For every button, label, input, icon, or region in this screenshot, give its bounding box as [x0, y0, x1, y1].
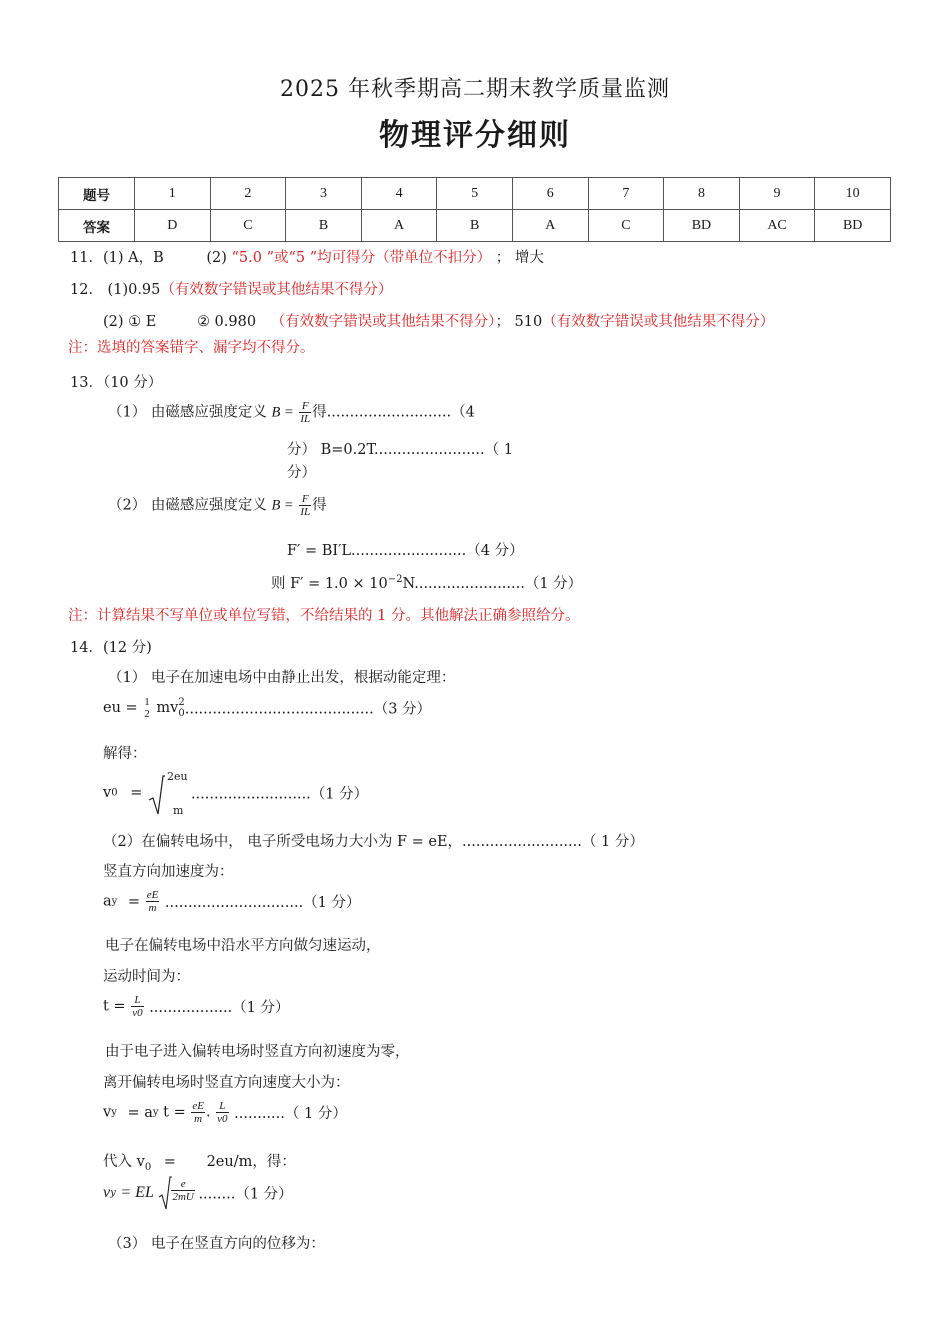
table-cell: 4 — [361, 178, 437, 210]
q14-vy1: 由于电子进入偏转电场时竖直方向初速度为零， — [105, 1044, 410, 1060]
q11-red-note: “5.0 ”或“5 ”均可得分（带单位不扣分） — [231, 250, 492, 266]
q14-time: 运动时间为： — [103, 969, 190, 985]
q12-line2 — [103, 310, 774, 331]
q13-p2-result: 则 F′ = 1.0 × 10 — [271, 576, 388, 592]
table-cell: 8 — [664, 178, 740, 210]
table-cell: A — [512, 210, 588, 242]
q12-red-note2: （有效数字错误或其他结果不得分） — [270, 314, 496, 330]
q13-part1-line1 — [108, 400, 475, 425]
q12-answer2b: ② 0.980 — [196, 314, 257, 330]
q13-part2-line1 — [108, 493, 327, 518]
q13-p2-exponent: −2 — [387, 574, 403, 586]
q13-p2-result-unit: N........................（1 分） — [402, 576, 583, 592]
q14-part1: （1） 电子在加速电场中由静止出发，根据动能定理： — [108, 670, 456, 686]
table-cell: 7 — [588, 178, 664, 210]
q14-accel: 竖直方向加速度为： — [103, 864, 234, 880]
table-cell: 9 — [739, 178, 815, 210]
q14-eq5: vy = ay t = $\frac{eE}{m}$ . $\frac{L}{v0}$ ...........（ 1 分） — [103, 1100, 347, 1125]
q13-p2-b: B = — [271, 497, 294, 514]
sqrt-icon: 2eu m — [147, 770, 191, 816]
q14-eq3: ay = $\frac{eE}{m}$ ..............................（1 分） — [103, 889, 361, 914]
q13-p2-fraction: $\frac{F}{IL}$ — [300, 493, 311, 518]
q13-p1-de: 得 — [312, 404, 327, 421]
q12-line1 — [70, 278, 392, 299]
q13-part1-line3: 分） — [287, 465, 316, 481]
q11-line — [70, 246, 544, 267]
q14-eq1-half: 1 2 — [144, 696, 150, 720]
table-cell: 5 — [437, 178, 513, 210]
table-header-answer: 答案 — [59, 210, 135, 242]
sqrt-icon: $\frac{e}{2mU}$ — [158, 1175, 198, 1211]
table-row-answers — [59, 210, 891, 242]
q13-p1-fraction: $\frac{F}{IL}$ — [300, 400, 311, 425]
q13-head: 13．（10 分） — [70, 375, 163, 391]
q13-p1-dots: ...........................（4 — [326, 404, 475, 421]
q12-note: 注：选填的答案错字、漏字均不得分。 — [68, 340, 315, 356]
q12-red-note3: （有效数字错误或其他结果不得分） — [542, 314, 775, 330]
q14-eq4-fraction: $\frac{L}{v0}$ — [132, 994, 143, 1019]
table-cell: AC — [739, 210, 815, 242]
q13-p2-de: 得 — [312, 497, 327, 514]
q14-eq2: v0 = 2eu m ..........................（1 分） — [103, 770, 369, 817]
q12-red-note1: （有效数字错误或其他结果不得分） — [160, 282, 393, 298]
table-cell: D — [135, 210, 211, 242]
table-cell: BD — [815, 210, 891, 242]
q11-suffix: ； 增大 — [495, 250, 544, 266]
q14-part2: （2）在偏转电场中， 电子所受电场力大小为 F = eE，..........................（ 1 分） — [103, 834, 644, 850]
table-cell: B — [286, 210, 362, 242]
q14-eq1: eu = 1 2 mv 2 0 .........................................（3 分） — [103, 696, 432, 720]
q11-answer: 11．(1) A，B — [70, 250, 164, 266]
table-cell: C — [210, 210, 286, 242]
table-cell: C — [588, 210, 664, 242]
table-cell: BD — [664, 210, 740, 242]
q13-p2-label: （2） 由磁感应强度定义 — [108, 497, 267, 514]
table-cell: 2 — [210, 178, 286, 210]
q13-part2-line3 — [271, 572, 582, 593]
q14-part3: （3） 电子在竖直方向的位移为： — [108, 1236, 325, 1252]
q14-substitute: 代入 $v_0 = 2eu/m$，得： — [103, 1154, 296, 1173]
q13-p1-label: （1） 由磁感应强度定义 — [108, 404, 267, 421]
table-cell: 3 — [286, 178, 362, 210]
doc-subtitle: 物理评分细则 — [379, 118, 571, 153]
q13-part1-line2: 分） B=0.2T........................（ 1 — [287, 442, 513, 458]
q11-part2: (2) — [206, 250, 227, 266]
q12-answer1: 12． (1)0.95 — [70, 282, 161, 298]
q14-eq5-fraction2: $\frac{L}{v0}$ — [217, 1100, 228, 1125]
table-cell: 10 — [815, 178, 891, 210]
q14-eq3-fraction: $\frac{eE}{m}$ — [146, 889, 159, 914]
table-header-number: 题号 — [59, 178, 135, 210]
q14-head: 14．(12 分) — [70, 640, 152, 656]
q14-eq5-fraction1: $\frac{eE}{m}$ — [192, 1100, 204, 1125]
q14-eq4: t = $\frac{L}{v0}$ ..................（1 分） — [103, 994, 290, 1019]
doc-title: 2025 年秋季期高二期末教学质量监测 — [280, 77, 670, 102]
table-cell: 6 — [512, 178, 588, 210]
q14-vy2: 离开偏转电场时竖直方向速度大小为： — [103, 1075, 350, 1091]
q13-note: 注：计算结果不写单位或单位写错，不给结果的 1 分。其他解法正确参照给分。 — [68, 608, 580, 624]
table-cell: 1 — [135, 178, 211, 210]
q14-jiede: 解得： — [103, 746, 147, 762]
table-cell: A — [361, 210, 437, 242]
q14-uniform: 电子在偏转电场中沿水平方向做匀速运动， — [105, 938, 381, 954]
q13-p1-b: B = — [271, 404, 294, 421]
q12-answer2c: ； 510 — [495, 314, 543, 330]
q14-eq6: vy = EL $\frac{e}{2mU}$ ........（1 分） — [103, 1175, 293, 1211]
answer-table — [58, 177, 891, 242]
q13-part2-line2: F′ = BI′L.........................（4 分） — [287, 543, 524, 559]
table-row-numbers — [59, 178, 891, 210]
q12-answer2a: (2) ① E — [103, 314, 157, 330]
table-cell: B — [437, 210, 513, 242]
